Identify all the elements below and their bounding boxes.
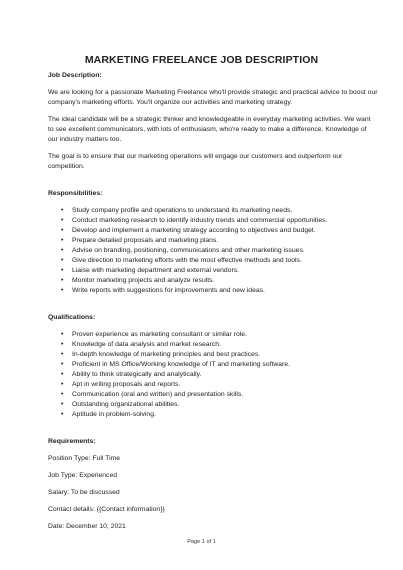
page-footer: Page 1 of 1 — [187, 539, 216, 545]
requirement-line: Contact details: {{Contact information}} — [48, 506, 165, 513]
qualifications-list — [48, 330, 378, 420]
document-body — [48, 71, 378, 532]
job-description-heading: Job Description: — [48, 72, 102, 79]
job-description-paragraph: We are looking for a passionate Marketing Freelance who'll provide strategic and practical advice to boost our company's marketing efforts. You'll organize our activities and marketing strategy. — [48, 89, 378, 106]
list-item: • Apt in writing proposals and reports. — [48, 380, 378, 390]
list-item: • Study company profile and operations to understand its marketing needs. — [48, 206, 378, 216]
list-item: • Monitor marketing projects and analyze results. — [48, 276, 378, 286]
list-item: • Aptitude in problem-solving. — [48, 410, 378, 420]
list-item: • Conduct marketing research to identify industry trends and commercial opportunities. — [48, 216, 378, 226]
list-item: • Develop and implement a marketing strategy according to objectives and budget. — [48, 226, 378, 236]
list-item: • Outstanding organizational abilities. — [48, 400, 378, 410]
list-item: • Knowledge of data analysis and market research. — [48, 340, 378, 350]
qualifications-heading: Qualifications: — [48, 314, 96, 321]
requirement-line: Date: December 10, 2021 — [48, 523, 126, 530]
requirement-line: Salary: To be discussed — [48, 489, 120, 496]
responsibilities-list — [48, 206, 378, 296]
list-item: • Prepare detailed proposals and marketing plans. — [48, 236, 378, 246]
requirement-line: Job Type: Experienced — [48, 472, 118, 479]
list-item: • Ability to think strategically and analytically. — [48, 370, 378, 380]
list-item: • Proven experience as marketing consultant or similar role. — [48, 330, 378, 340]
requirements-heading: Requirements: — [48, 438, 96, 445]
list-item: • In-depth knowledge of marketing principles and best practices. — [48, 350, 378, 360]
list-item: • Proficient in MS Office/Working knowledge of IT and marketing software. — [48, 360, 378, 370]
list-item: • Give direction to marketing efforts with the most effective methods and tools. — [48, 256, 378, 266]
document-title: MARKETING FREELANCE JOB DESCRIPTION — [84, 54, 319, 66]
list-item: • Write reports with suggestions for improvements and new ideas. — [48, 286, 378, 296]
list-item: • Advise on branding, positioning, communications and other marketing issues. — [48, 246, 378, 256]
job-description-paragraph: The ideal candidate will be a strategic thinker and knowledgeable in everyday marketing activities. We want to see excellent communicators, with lots of enthusiasm, who're ready to make a difference. Knowledge of our industry matters too. — [48, 116, 371, 143]
list-item: • Liaise with marketing department and external vendors. — [48, 266, 378, 276]
requirement-line: Position Type: Full Time — [48, 455, 121, 462]
list-item: • Communication (oral and written) and presentation skills. — [48, 390, 378, 400]
job-description-paragraph: The goal is to ensure that our marketing operations will engage our customers and outperform our competition. — [48, 153, 343, 170]
responsibilities-heading: Responsibilities: — [48, 190, 103, 197]
